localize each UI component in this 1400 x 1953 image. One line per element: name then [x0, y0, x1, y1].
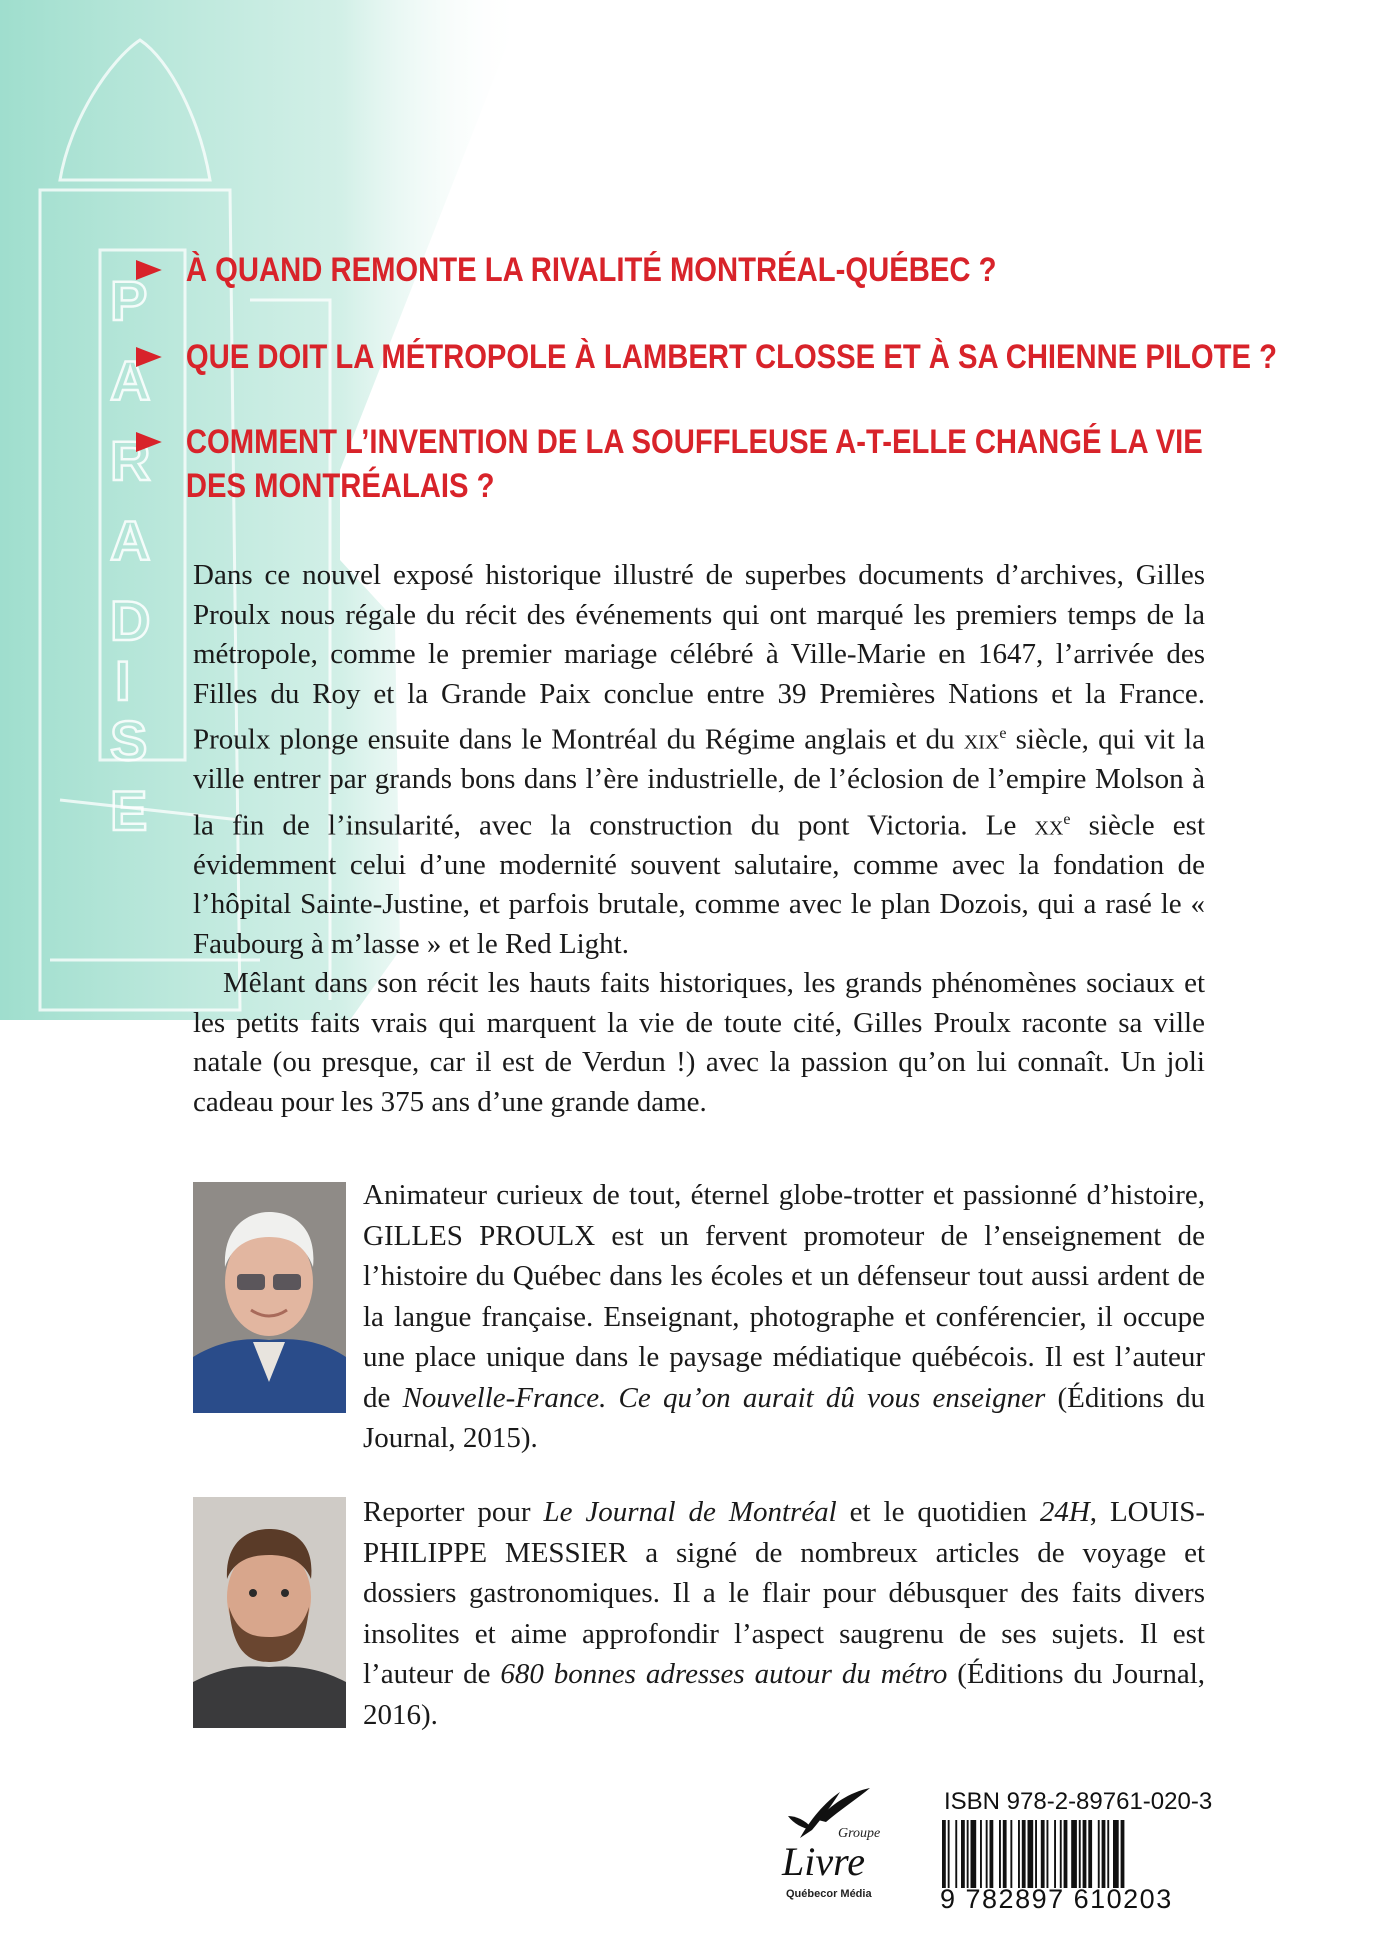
author-photo-louis-philippe-messier: [193, 1497, 346, 1728]
barcode-bar: [942, 1820, 946, 1888]
barcode-bar: [1121, 1820, 1125, 1888]
svg-text:D: D: [110, 589, 151, 652]
svg-text:A: A: [110, 509, 151, 572]
barcode-bar: [1003, 1820, 1007, 1888]
barcode-bar: [1060, 1820, 1062, 1888]
publisher-logo: [770, 1780, 890, 1910]
barcode-bar: [1054, 1820, 1056, 1888]
barcode-bar: [1071, 1820, 1077, 1888]
book-title-680-bonnes-adresses: 680 bonnes adresses autour du métro: [500, 1658, 948, 1690]
question-2-text: QUE DOIT LA MÉTROPOLE À LAMBERT CLOSSE ET À SA CHIENNE PILOTE ?: [185, 338, 1278, 376]
red-triangle-icon: [136, 347, 162, 367]
bio-gilles-proulx: Animateur curieux de tout, éternel globe-trotter et passionné d’histoire, GILLES PROULX est un fervent promoteur de l’enseignement de l’histoire du Québec dans les écoles et un défenseur tout aussi ardent de la langue française. Enseignant, photographe et conférencier, il occupe une place unique dans le paysage médiatique québécois. Il est l’auteur de Nouvelle-France. Ce qu’on aurait dû vous enseigner (Éditions du Journal, 2015).: [363, 1179, 1205, 1454]
barcode-bar: [999, 1820, 1001, 1888]
svg-text:S: S: [110, 709, 148, 772]
book-title-nouvelle-france: Nouvelle-France. Ce qu’on aurait dû vous enseigner: [402, 1381, 1046, 1414]
red-triangle-icon: [136, 432, 162, 452]
barcode-bar: [948, 1820, 950, 1888]
barcode-bar: [1018, 1820, 1020, 1888]
svg-text:R: R: [110, 429, 151, 492]
barcode-bar: [1088, 1820, 1092, 1888]
publisher-media-text: Québecor Média: [786, 1888, 872, 1900]
barcode-bar: [1113, 1820, 1119, 1888]
barcode-bar: [1102, 1820, 1106, 1888]
barcode-bar: [971, 1820, 977, 1888]
question-3-text-line1: COMMENT L’INVENTION DE LA SOUFFLEUSE A-T-ELLE CHANGÉ LA VIE: [185, 423, 1203, 461]
question-3-text-line2: DES MONTRÉALAIS ?: [185, 467, 495, 505]
barcode-bar: [1010, 1820, 1012, 1888]
publisher-livre-text: Livre: [782, 1839, 865, 1884]
barcode-bar: [1064, 1820, 1068, 1888]
summary-paragraph-2: Mêlant dans son récit les hauts faits historiques, les grands phénomènes sociaux et les petits faits vrais qui marquent la vie de toute cité, Gilles Proulx raconte sa ville natale (ou presque, car il est de Verdun !) avec la passion qu’on lui connaît. Un joli cadeau pour les 375 ans d’une grande dame.: [193, 967, 1205, 1118]
barcode-bar: [1047, 1820, 1049, 1888]
isbn-barcode: [938, 1820, 1206, 1888]
author-photo-gilles-proulx: [193, 1182, 346, 1413]
barcode-bar: [1035, 1820, 1037, 1888]
svg-text:A: A: [110, 349, 151, 412]
svg-text:P: P: [110, 269, 148, 332]
summary-text: [193, 556, 1205, 1122]
barcode-bar: [990, 1820, 994, 1888]
barcode-bar: [980, 1820, 982, 1888]
barcode-bar: [1041, 1820, 1045, 1888]
barcode-bar: [1022, 1820, 1026, 1888]
publisher-groupe-text: Groupe: [838, 1826, 881, 1841]
barcode-bar: [986, 1820, 988, 1888]
isbn-label: ISBN 978-2-89761-020-3: [944, 1788, 1213, 1815]
barcode-bar: [961, 1820, 965, 1888]
question-3: [136, 420, 1203, 508]
barcode-bar: [1107, 1820, 1109, 1888]
isbn-barcode-digits: 9 782897 610203: [940, 1884, 1173, 1914]
question-1: [136, 248, 996, 292]
summary-paragraph-1: Dans ce nouvel exposé historique illustré de superbes documents d’archives, Gilles Proulx nous régale du récit des événements qui ont marqué les premiers temps de la métropole, comme le premier mariage célébré à Ville-Marie en 1647, l’arrivée des Filles du Roy et la Grande Paix conclue entre 39 Premières Nations et la France. Proulx plonge ensuite dans le Montréal du Régime anglais et du xix$^e$ siècle, qui vit la ville entrer par grands bons dans l’ère industrielle, de l’éclosion de l’empire Molson à la fin de l’insularité, avec la construction du pont Victoria. Le $xx^e$ siècle est évidemment celui d’une modernité souvent salutaire, comme avec la fondation de l’hôpital Sainte-Justine, et parfois brutale, comme avec le plan Dozois, qui a rasé le « Faubourg à m’lasse » et le Red Light.: [193, 559, 1205, 960]
barcode-bar: [955, 1820, 957, 1888]
svg-text:E: E: [110, 779, 148, 842]
barcode-bar: [1083, 1820, 1087, 1888]
barcode-bar: [1028, 1820, 1034, 1888]
question-2: [136, 335, 1277, 379]
svg-text:I: I: [115, 649, 131, 712]
question-1-text: À QUAND REMONTE LA RIVALITÉ MONTRÉAL-QUÉBEC ?: [185, 251, 997, 289]
red-triangle-icon: [136, 260, 162, 280]
barcode-bar: [967, 1820, 969, 1888]
barcode-bar: [1098, 1820, 1100, 1888]
barcode-bar: [1079, 1820, 1081, 1888]
bio-louis-philippe-messier: Reporter pour Le Journal de Montréal et le quotidien 24H, LOUIS-PHILIPPE MESSIER a signé de nombreux articles de voyage et dossiers gastronomiques. Il a le flair pour débusquer des faits divers insolites et aime approfondir l’aspect saugrenu de ses sujets. Il est l’auteur de 680 bonnes adresses autour du métro (Éditions du Journal, 2016).: [363, 1496, 1206, 1731]
